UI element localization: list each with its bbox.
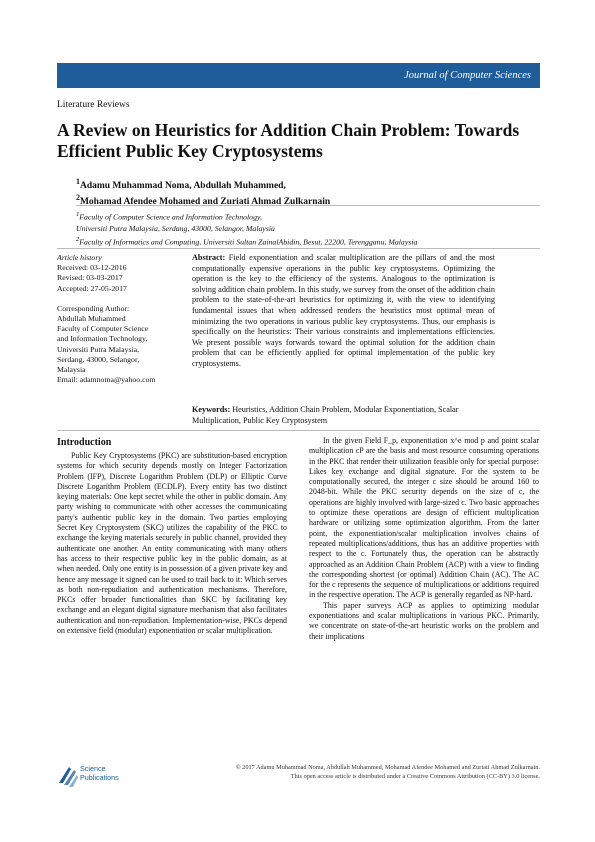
authors-line-1: Adamu Muhammad Noma, Abdullah Muhammed,: [79, 181, 286, 192]
paragraph: Public Key Cryptosystems (PKC) are substitution-based encryption systems for which security depends mostly on Integer Factorization Problem (IFP), Discrete Logarithm Problem (DLP) or Elliptic Curve Discrete Logarithm Problem (ECDLP). Every entity has two distinct keying materials: One kept secret while the other in public domain. Any party wishing to communicate with other accesses the communicating party's authentic public key in the domain. Two parties employing Secret Key Cryptosystem (SKC) utilizes the capability of the PKC to exchange the keying materials securely in public channel, provided they authenticate one another. An entity communicating with many others has access to their respective public key in the public domain, as at when needed. Only one entity is in possession of a given private key and hence any message it signed can be used to trail back to it: Which serves as both non-repudiation and authentication mechanisms. Therefore, PKCs offer broader functionalities than SKC by facilitating key exchange and an elegant digital signature mechanism that also facilitates authentication and non-repudiation. Implementation-wise, PKCs depend on extensive field (modular) exponentiation or scalar multiplication.: [57, 451, 287, 636]
authors-line-2: Mohamad Afendee Mohamed and Zuriati Ahmad Zulkarnain: [79, 197, 331, 208]
corresponding-address: and Information Technology,: [57, 334, 148, 344]
copyright-footer: [200, 764, 540, 781]
body-column-left: [57, 451, 287, 636]
affiliation-1: Faculty of Computer Science and Information Technology,: [79, 212, 262, 222]
abstract-text: Field exponentiation and scalar multiplication are the pillars of and the most computationally expensive operations in the public key cryptosystems. Optimizing the operation is the key to the efficiency of the systems. Analogous to the optimization is solving addition chain problem. In this study, we survey from the onset of the addition chain problem to the state-of-the-art heuristics for optimizing it, with the view to identifying fundamental issues that when addressed renders the heuristics most optimal mean of minimizing the two operations in various public key cryptosystems. Thus, our emphasis is specifically on the heuristics: Their various constraints and implementations efficiencies. We present possible ways forwards toward the optimal solution for the addition chain problem that can be efficiently applied for optimal implementation of the public key cryptosystems.: [192, 253, 495, 368]
corresponding-label: Corresponding Author:: [57, 303, 130, 313]
abstract: [192, 253, 495, 370]
corresponding-address: Faculty of Computer Science: [57, 324, 149, 334]
divider: [76, 205, 540, 206]
corresponding-name: Abdullah Muhammed: [57, 314, 126, 324]
corresponding-address: Malaysia: [57, 365, 86, 375]
publisher-name: [80, 764, 119, 782]
affil-sup: 2: [76, 193, 80, 203]
affiliation-2: Faculty of Informatics and Computing, Universiti Sultan ZainalAbidin, Besut, 22200, Terengganu, Malaysia: [79, 237, 418, 247]
article-meta: [57, 253, 175, 385]
publisher-name-line: Publications: [80, 773, 119, 782]
license-line: This open access article is distributed under a Creative Commons Attribution (CC-BY) 3.0 license.: [290, 772, 540, 780]
publisher-name-line: Science: [80, 764, 106, 773]
keywords-label: Keywords:: [192, 405, 231, 414]
abstract-label: Abstract:: [192, 253, 226, 262]
affiliation-1-cont: Universiti Putra Malaysia, Serdang, 43000, Selangor, Malaysia: [76, 223, 275, 233]
keywords: [192, 405, 495, 426]
author-list: [76, 176, 330, 208]
section-heading-introduction: Introduction: [57, 437, 112, 448]
divider: [57, 248, 540, 249]
keywords-text: Heuristics, Addition Chain Problem, Modular Exponentiation, Scalar Multiplication, Public Key Cryptosystem: [192, 405, 459, 425]
corresponding-address: Serdang, 43000, Selangor,: [57, 354, 140, 364]
divider: [57, 430, 540, 431]
affil-sup: 1: [76, 177, 80, 186]
affiliations: [76, 209, 417, 247]
journal-name: Journal of Computer Sciences: [404, 70, 531, 81]
accepted-date: Accepted: 27-05-2017: [57, 283, 127, 293]
paragraph: In the given Field F_p, exponentiation x^e mod p and point scalar multiplication cP are the basis and most resource consuming operations in the PKC that render their utilization feasible only for special purpose: Likes key exchange and digital signature. For the system to be computationally secured, the integer c size should be around 160 to 2048-bit. While the PKC security depends on the size of c, the operations are highly involved with large-sized c. Two basic approaches to optimize these operations are design of efficient multiplication hardware or utilizing some optimization algorithm. From the latter point, the exponentiation/scalar multiplication involves chains of repeated multiplications/additions, thus has an additive properties with respect to the c. Fortunately thus, the operation can be abstractly approached as an Addition Chain Problem (ACP) with a view to finding the corresponding shortest (or optimal) Addition Chain (AC). The AC for the c represents the sequence of multiplications or additions required in the respective operation. The ACP is generally regarded as NP-hard.: [309, 436, 539, 600]
affil-sup: 1: [76, 211, 80, 218]
paper-title: A Review on Heuristics for Addition Chain Problem: Towards Efficient Public Key Cryptosystems: [57, 120, 520, 161]
affil-sup: 2: [76, 235, 80, 243]
revised-date: Revised: 03-03-2017: [57, 273, 123, 283]
copyright-line: © 2017 Adamu Muhammad Noma, Abdullah Muhammed, Mohamad Afendee Mohamed and Zuriati Ahmad Zulkarnain.: [235, 764, 540, 771]
history-label: Article history: [57, 253, 102, 262]
paragraph: This paper surveys ACP as applies to optimizing modular exponentiations and scalar multiplications in various PKC. Primarily, we concentrate on state-of-the-art heuristic works on the problem and their implications: [309, 600, 539, 641]
section-tag: Literature Reviews: [57, 100, 130, 110]
received-date: Received: 03-12-2016: [57, 263, 127, 273]
journal-banner: [57, 63, 540, 88]
body-column-right: [309, 436, 539, 642]
corresponding-email[interactable]: Email: adamnoma@yahoo.com: [57, 375, 156, 385]
corresponding-address: Universiti Putra Malaysia,: [57, 344, 140, 354]
